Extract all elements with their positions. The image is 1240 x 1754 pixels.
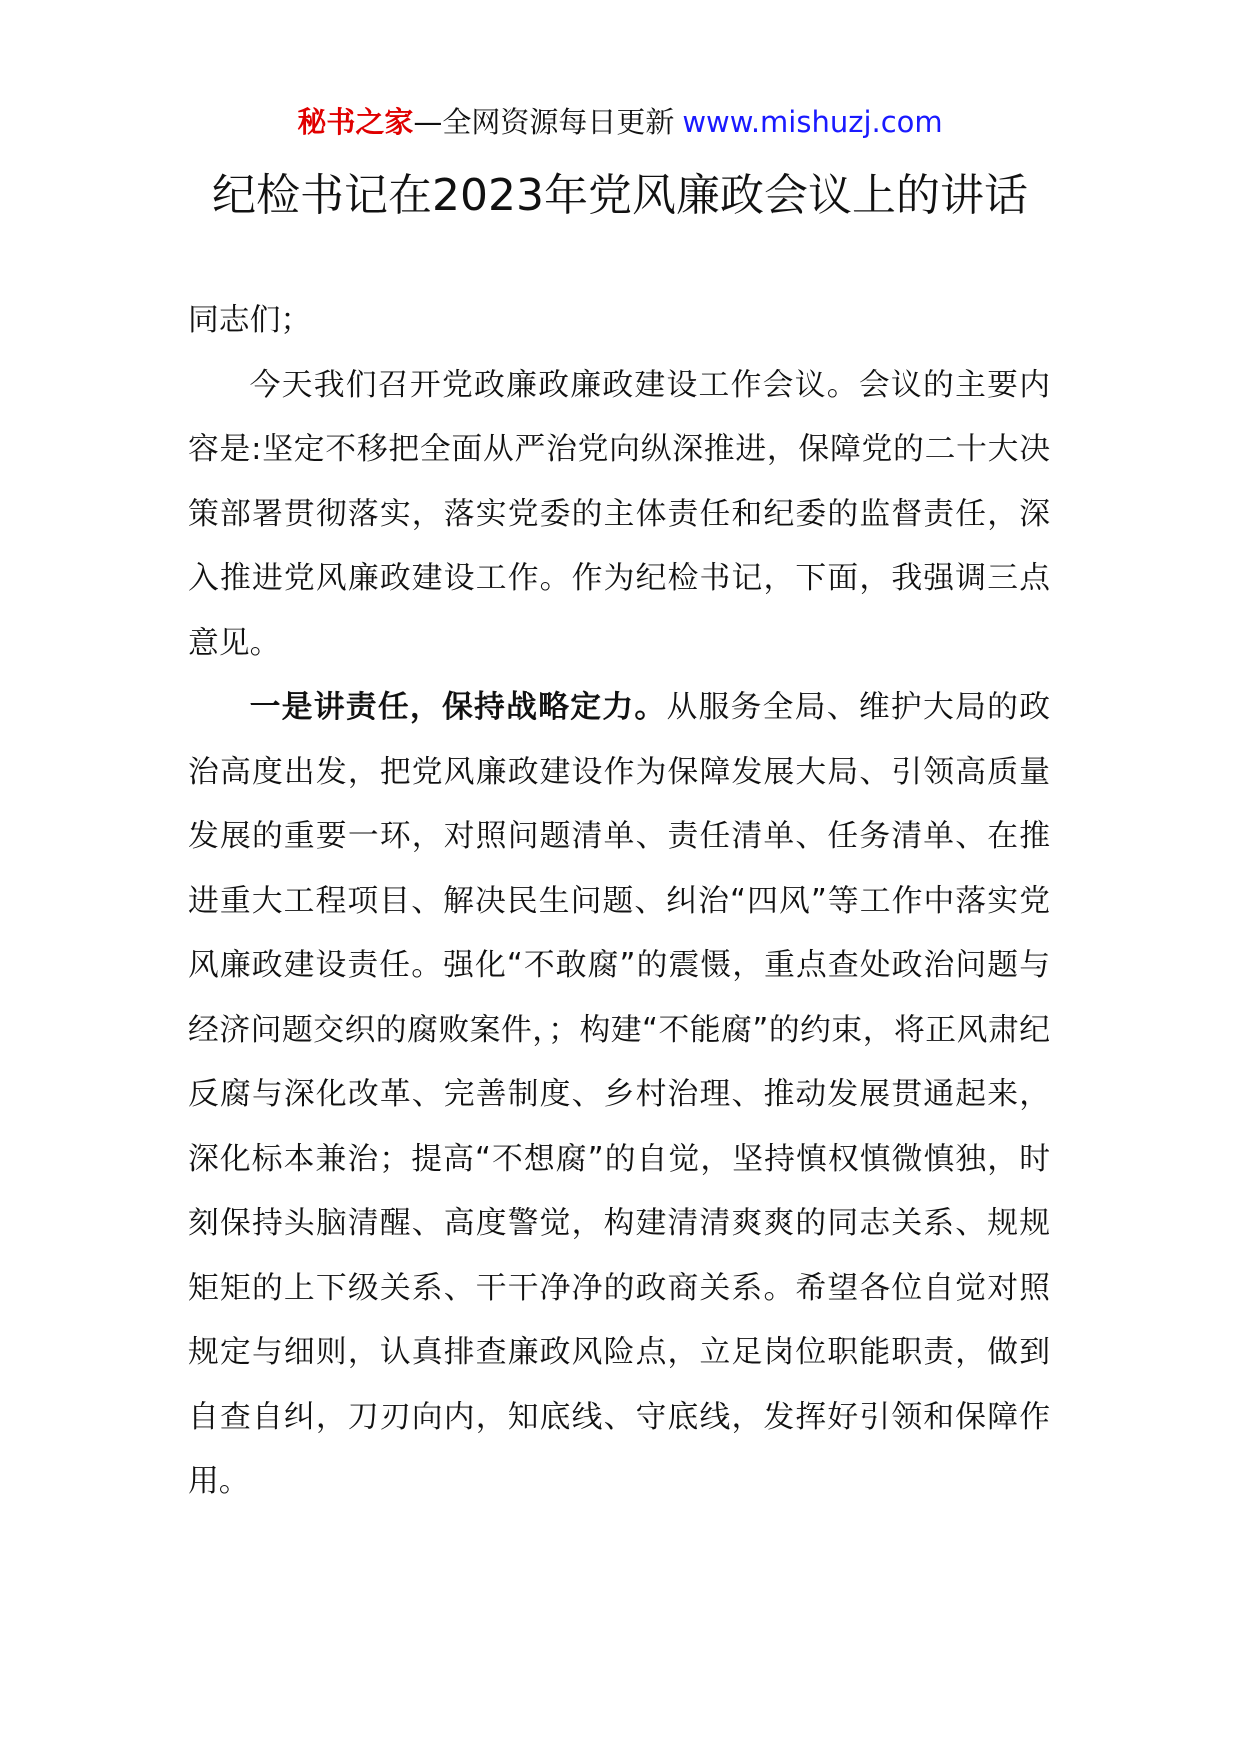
document-title: 纪检书记在2023年党风廉政会议上的讲话 — [212, 170, 1028, 221]
paragraph-point-one — [188, 675, 1050, 1514]
point-one-body: 从服务全局、维护大局的政治高度出发，把党风廉政建设作为保障发展大局、引领高质量发展的重要一环，对照问题清单、责任清单、任务清单、在推进重大工程项目、解决民生问题、纠治“四风”等工作中落实党风廉政建设责任。强化“不敢腐”的震慑，重点查处政治问题与经济问题交织的腐败案件，；构建“不能腐”的约束，将正风肃纪反腐与深化改革、完善制度、乡村治理、推动发展贯通起来，深化标本兼治；提高“不想腐”的自觉，坚持慎权慎微慎独，时刻保持头脑清醒、高度警觉，构建清清爽爽的同志关系、规规矩矩的上下级关系、干干净净的政商关系。希望各位自觉对照规定与细则，认真排查廉政风险点，立足岗位职能职责，做到自查自纠，刀刃向内，知底线、守底线，发挥好引领和保障作用。 — [188, 689, 1051, 1499]
paragraph-intro: 今天我们召开党政廉政廉政建设工作会议。会议的主要内容是:坚定不移把全面从严治党向纵深推进，保障党的二十大决策部署贯彻落实，落实党委的主体责任和纪委的监督责任，深入推进党风廉政建设工作。作为纪检书记，下面，我强调三点意见。 — [188, 366, 1050, 661]
salutation: 同志们； — [188, 302, 312, 338]
brand-name: 秘书之家 — [297, 105, 414, 139]
document-body — [188, 288, 1050, 1514]
point-one-heading: 一是讲责任，保持战略定力。 — [249, 689, 667, 725]
header-tagline: —全网资源每日更新 — [413, 105, 675, 139]
site-header — [0, 100, 1240, 144]
site-url-link[interactable]: www.mishuzj.com — [682, 105, 943, 139]
